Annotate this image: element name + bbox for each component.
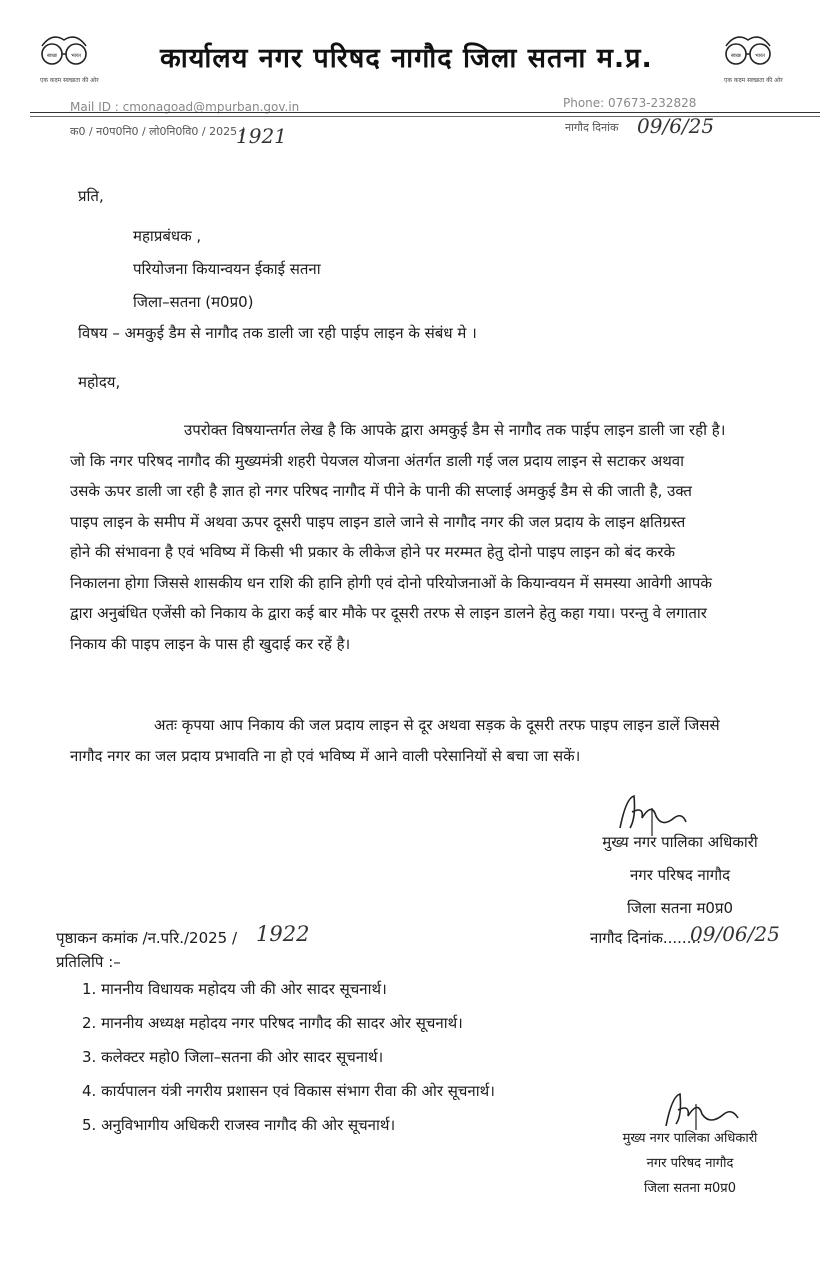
svg-text:भारत: भारत (755, 53, 765, 59)
body-line: निकाय की पाइप लाइन के पास ही खुदाई कर रहें है। (70, 634, 351, 653)
list-item: 3. कलेक्टर महो0 जिला–सतना की ओर सादर सूचनार्थ। (82, 1048, 384, 1066)
body-paragraph-2 (70, 710, 794, 771)
signatory-block-2 (600, 1126, 780, 1201)
reference-date-handwritten: 09/6/25 (637, 114, 715, 138)
list-item: 4. कार्यपालन यंत्री नगरीय प्रशासन एवं विकास संभाग रीवा की ओर सूचनार्थ। (82, 1082, 495, 1100)
reference-date-label: नागौद दिनांक (565, 121, 619, 134)
glasses-icon (722, 28, 774, 74)
endorsement-date-handwritten: 09/06/25 (690, 922, 780, 946)
endorsement-number-handwritten: 1922 (256, 922, 310, 946)
svg-text:स्वच्छ: स्वच्छ (730, 53, 742, 59)
phone-number: Phone: 07673-232828 (563, 96, 697, 110)
salutation: महोदय, (78, 373, 121, 391)
swachh-bharat-logo-right (722, 28, 774, 74)
body-line: नागौद नगर का जल प्रदाय प्रभावति ना हो एवं भविष्य में आने वाली परेसानियों से बचा जा सकें। (70, 746, 581, 765)
copy-label: प्रतिलिपि :– (56, 953, 121, 971)
glasses-icon (38, 28, 90, 74)
signatory-designation: मुख्य नगर पालिका अधिकारी (622, 1131, 758, 1146)
body-paragraph-1 (70, 415, 794, 659)
recipient-designation: महाप्रबंधक , (133, 227, 202, 245)
signatory-block (580, 826, 780, 925)
subject: विषय – अमकुई डैम से नागौद तक डाली जा रही पाईप लाइन के संबंध मे । (78, 324, 477, 342)
body-line: होने की संभावना है एवं भविष्य में किसी भी प्रकार के लीकेज होने पर मरम्मत हेतु दोनो पाइप लाइन को बंद करके (70, 543, 676, 561)
reference-number-handwritten: 1921 (236, 124, 287, 148)
recipient-office: परियोजना कियान्वयन ईकाई सतना (133, 260, 321, 278)
list-item: 2. माननीय अध्यक्ष महोदय नगर परिषद नागौद की सादर ओर सूचनार्थ। (82, 1014, 463, 1032)
svg-text:स्वच्छ: स्वच्छ (46, 53, 58, 59)
signatory-office: नगर परिषद नागौद (646, 1156, 734, 1171)
signatory-district: जिला सतना म0प्र0 (644, 1181, 736, 1196)
body-line: उपरोक्त विषयान्तर्गत लेख है कि आपके द्वारा अमकुई डैम से नागौद तक पाईप लाइन डाली जा रही है। (184, 421, 726, 439)
signatory-district: जिला सतना म0प्र0 (626, 899, 734, 917)
list-item: 5. अनुविभागीय अधिकरी राजस्व नागौद की ओर सूचनार्थ। (82, 1116, 396, 1134)
list-item: 1. माननीय विधायक महोदय जी की ओर सादर सूचनार्थ। (82, 980, 387, 998)
body-line: पाइप लाइन के समीप में अथवा ऊपर दूसरी पाइप लाइन डाले जाने से नागौद नगर की जल प्रदाय के लाइन क्षतिग्रस्त (70, 512, 686, 531)
endorsement-date-label: नागौद दिनांक........ (590, 929, 701, 947)
recipient-district: जिला–सतना (म0प्र0) (133, 293, 254, 311)
svg-text:भारत: भारत (71, 53, 81, 59)
endorsement-number: पृष्ठाकन कमांक /न.परि./2025 / (56, 929, 238, 947)
right-logo-caption: एक कदम स्वच्छता की ओर (724, 77, 783, 84)
left-logo-caption: एक कदम स्वच्छता की ओर (40, 77, 99, 84)
body-line: उसके ऊपर डाली जा रही है ज्ञात हो नगर परिषद नागौद में पीने के पानी की सप्लाई अमकुई डैम से की जाती है, उक्त (70, 482, 692, 500)
body-line: अतः कृपया आप निकाय की जल प्रदाय लाइन से दूर अथवा सड़क के दूसरी तरफ पाइप लाइन डालें जिससे (154, 716, 720, 734)
mail-id: Mail ID : cmonagoad@mpurban.gov.in (70, 100, 300, 114)
signatory-designation: मुख्य नगर पालिका अधिकारी (602, 833, 758, 851)
body-line: निकालना होगा जिससे शासकीय धन राशि की हानि होगी एवं दोनो परियोजनाओं के कियान्वयन में समस्या आवेगी आपके (70, 573, 712, 592)
body-line: द्वारा अनुबंधित एजेंसी को निकाय के द्वारा कई बार मौके पर दूसरी तरफ से लाइन डालने हेतु कहा गया। परन्तु वे लगातार (70, 604, 707, 622)
header-divider (30, 112, 820, 113)
copy-list (82, 972, 495, 1142)
reference-number: क0 / न0प0नि0 / लो0नि0वि0 / 2025 / (70, 125, 245, 138)
prati: प्रति, (78, 187, 104, 205)
swachh-bharat-logo-left (38, 28, 90, 74)
body-line: जो कि नगर परिषद नागौद की मुख्यमंत्री शहरी पेयजल योजना अंतर्गत डाली गई जल प्रदाय लाइन से सटाकर अथवा (70, 451, 685, 470)
signatory-office: नगर परिषद नागौद (629, 866, 731, 884)
office-title: कार्यालय नगर परिषद नागौद जिला सतना म.प्र. (160, 43, 653, 74)
